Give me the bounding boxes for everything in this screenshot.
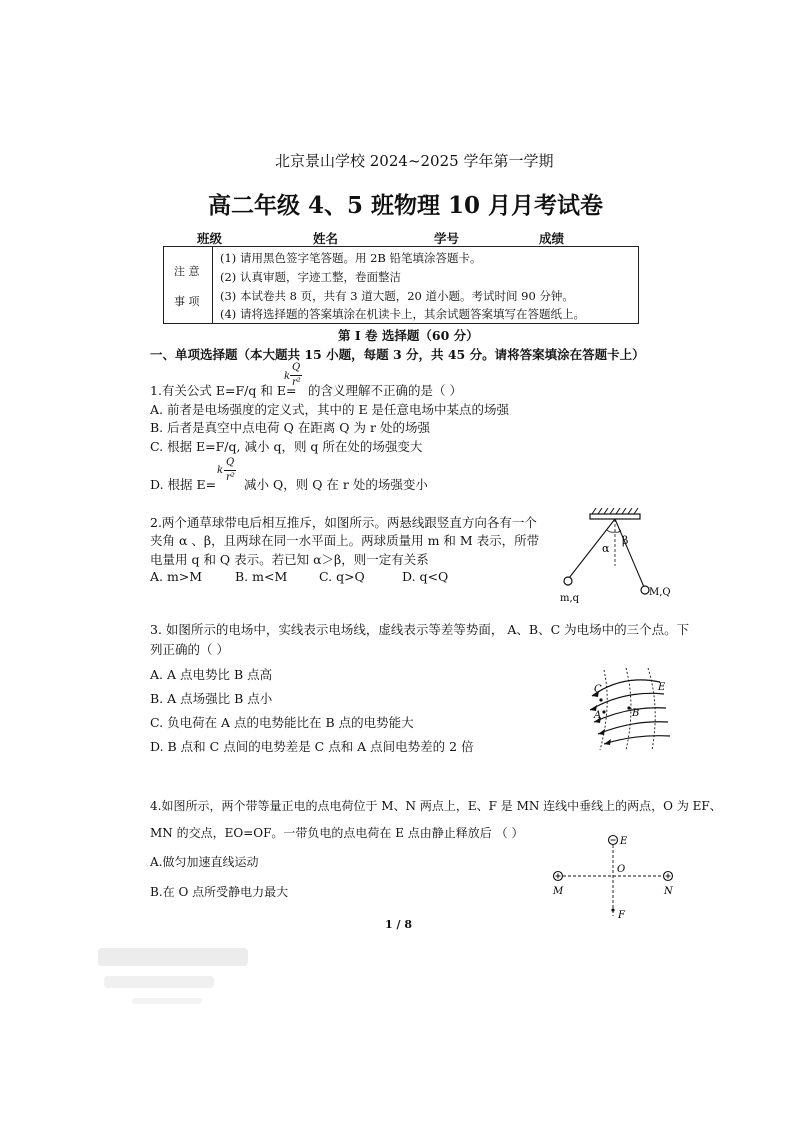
notice-item-3: (3) 本试卷共 8 页，共有 3 道大题，20 道小题。考试时间 90 分钟。 <box>220 289 574 303</box>
q2-line-3: 电量用 q 和 Q 表示。若已知 α＞β，则一定有关系 <box>150 552 429 567</box>
q2-line-2: 夹角 α 、β，且两球在同一水平面上。两球质量用 m 和 M 表示，所带 <box>150 533 540 548</box>
q1-d-frac-bar <box>224 470 236 471</box>
name-field[interactable] <box>313 229 410 247</box>
q1-option-a[interactable]: A. 前者是电场强度的定义式，其中的 E 是任意电场中某点的场强 <box>150 402 510 417</box>
q2-option-a[interactable]: A. m>M <box>150 569 203 584</box>
notice-table <box>163 246 639 324</box>
q1-d-frac-num: Q <box>226 457 235 468</box>
q4-line-2: MN 的交点，EO=OF。一带负电的点电荷在 E 点由静止释放后 （ ） <box>150 826 524 840</box>
class-label: 班级 <box>197 231 223 246</box>
q3-option-a[interactable]: A. A 点电势比 B 点高 <box>150 667 273 682</box>
q3-line-2: 列正确的（ ） <box>150 642 229 657</box>
label-m: M <box>553 886 564 897</box>
q4-line-1: 4.如图所示，两个带等量正电的点电荷位于 M、N 两点上，E、F 是 MN 连线中垂线上的两点，O 为 EF、 <box>150 799 722 813</box>
q1-d-frac-k: k <box>217 465 224 476</box>
q1-frac-bar <box>290 375 302 376</box>
q1-stem-a: 1.有关公式 E=F/q 和 E= <box>150 383 297 398</box>
school-term: 北京景山学校 2024~2025 学年第一学期 <box>275 152 554 170</box>
q1-frac-den: r² <box>292 377 301 388</box>
beta-label: β <box>622 534 629 547</box>
notice-label-cell <box>164 247 213 323</box>
score-label: 成绩 <box>539 231 565 246</box>
q4-figure <box>550 828 680 938</box>
notice-label-1: 注 意 <box>174 265 200 278</box>
right-ball <box>641 586 649 594</box>
faint-smudge <box>92 944 262 1014</box>
left-ball <box>564 577 572 585</box>
class-field[interactable] <box>197 229 294 247</box>
right-thread <box>615 519 644 587</box>
left-ball-label: m,q <box>560 593 580 604</box>
label-b: B <box>632 708 640 719</box>
q3-line-1: 3. 如图所示的电场中，实线表示电场线，虚线表示等差等势面， A、B、C 为电场中的三个点。下 <box>150 622 690 637</box>
right-ball-label: M,Q <box>649 587 671 598</box>
q1-option-b[interactable]: B. 后者是真空中点电荷 Q 在距离 Q 为 r 处的场强 <box>150 420 430 435</box>
q1-option-d-a[interactable]: D. 根据 E= <box>150 477 217 492</box>
point-a <box>602 710 605 713</box>
q1-d-frac-den: r² <box>226 472 235 483</box>
q2-option-b[interactable]: B. m<M <box>235 569 288 584</box>
alpha-arc <box>607 530 615 532</box>
notice-item-1: (1) 请用黑色签字笔答题。用 2B 铅笔填涂答题卡。 <box>220 251 482 265</box>
q3-option-d[interactable]: D. B 点和 C 点间的电势差是 C 点和 A 点间电势差的 2 倍 <box>150 739 474 754</box>
name-label: 姓名 <box>313 231 339 246</box>
student-id-label: 学号 <box>434 231 460 246</box>
score-field[interactable] <box>539 229 626 247</box>
exam-title: 高二年级 4、5 班物理 10 月月考试卷 <box>208 192 604 219</box>
label-o: O <box>617 864 626 875</box>
q3-figure <box>582 660 682 752</box>
q4-option-b[interactable]: B.在 O 点所受静电力最大 <box>150 885 289 899</box>
alpha-label: α <box>602 542 610 555</box>
ceiling-hatch <box>592 508 638 514</box>
q1-option-c[interactable]: C. 根据 E=F/q, 减小 q，则 q 所在处的场强变大 <box>150 439 423 454</box>
q1-option-d-b[interactable]: 减小 Q，则 Q 在 r 处的场强变小 <box>244 477 428 492</box>
part1-title: 一、单项选择题（本大题共 15 小题，每题 3 分，共 45 分。请将答案填涂在答题卡上） <box>150 347 645 362</box>
notice-item-4: (4) 请将选择题的答案填涂在机读卡上，其余试题答案填写在答题纸上。 <box>220 307 585 321</box>
label-a: A <box>594 710 602 721</box>
label-c: C <box>594 684 602 695</box>
label-e: E <box>620 836 628 847</box>
q2-figure <box>555 508 685 604</box>
q2-option-d[interactable]: D. q<Q <box>402 569 449 584</box>
label-e: E <box>658 682 666 693</box>
q1-stem-b: 的含义理解不正确的是（ ） <box>308 383 462 398</box>
q1-frac-k: k <box>284 371 291 382</box>
point-f <box>611 908 614 911</box>
q4-option-a[interactable]: A.做匀加速直线运动 <box>150 855 259 869</box>
notice-item-2: (2) 认真审题，字迹工整，卷面整洁 <box>220 270 401 284</box>
q3-option-c[interactable]: C. 负电荷在 A 点的电势能比在 B 点的电势能大 <box>150 715 414 730</box>
label-n: N <box>664 886 673 897</box>
section-title: 第 I 卷 选择题（60 分） <box>338 328 479 343</box>
label-f: F <box>618 910 625 921</box>
point-b <box>627 706 630 709</box>
notice-label-2: 事 项 <box>174 295 200 308</box>
q1-frac-num: Q <box>292 362 301 373</box>
q2-line-1: 2.两个通草球带电后相互推斥，如图所示。两悬线跟竖直方向各有一个 <box>150 515 537 530</box>
student-id-field[interactable] <box>434 229 521 247</box>
q2-option-c[interactable]: C. q>Q <box>319 569 365 584</box>
page-number: 1 / 8 <box>385 918 412 931</box>
q3-option-b[interactable]: B. A 点场强比 B 点小 <box>150 691 273 706</box>
ceiling <box>590 514 640 519</box>
point-c <box>599 698 602 701</box>
